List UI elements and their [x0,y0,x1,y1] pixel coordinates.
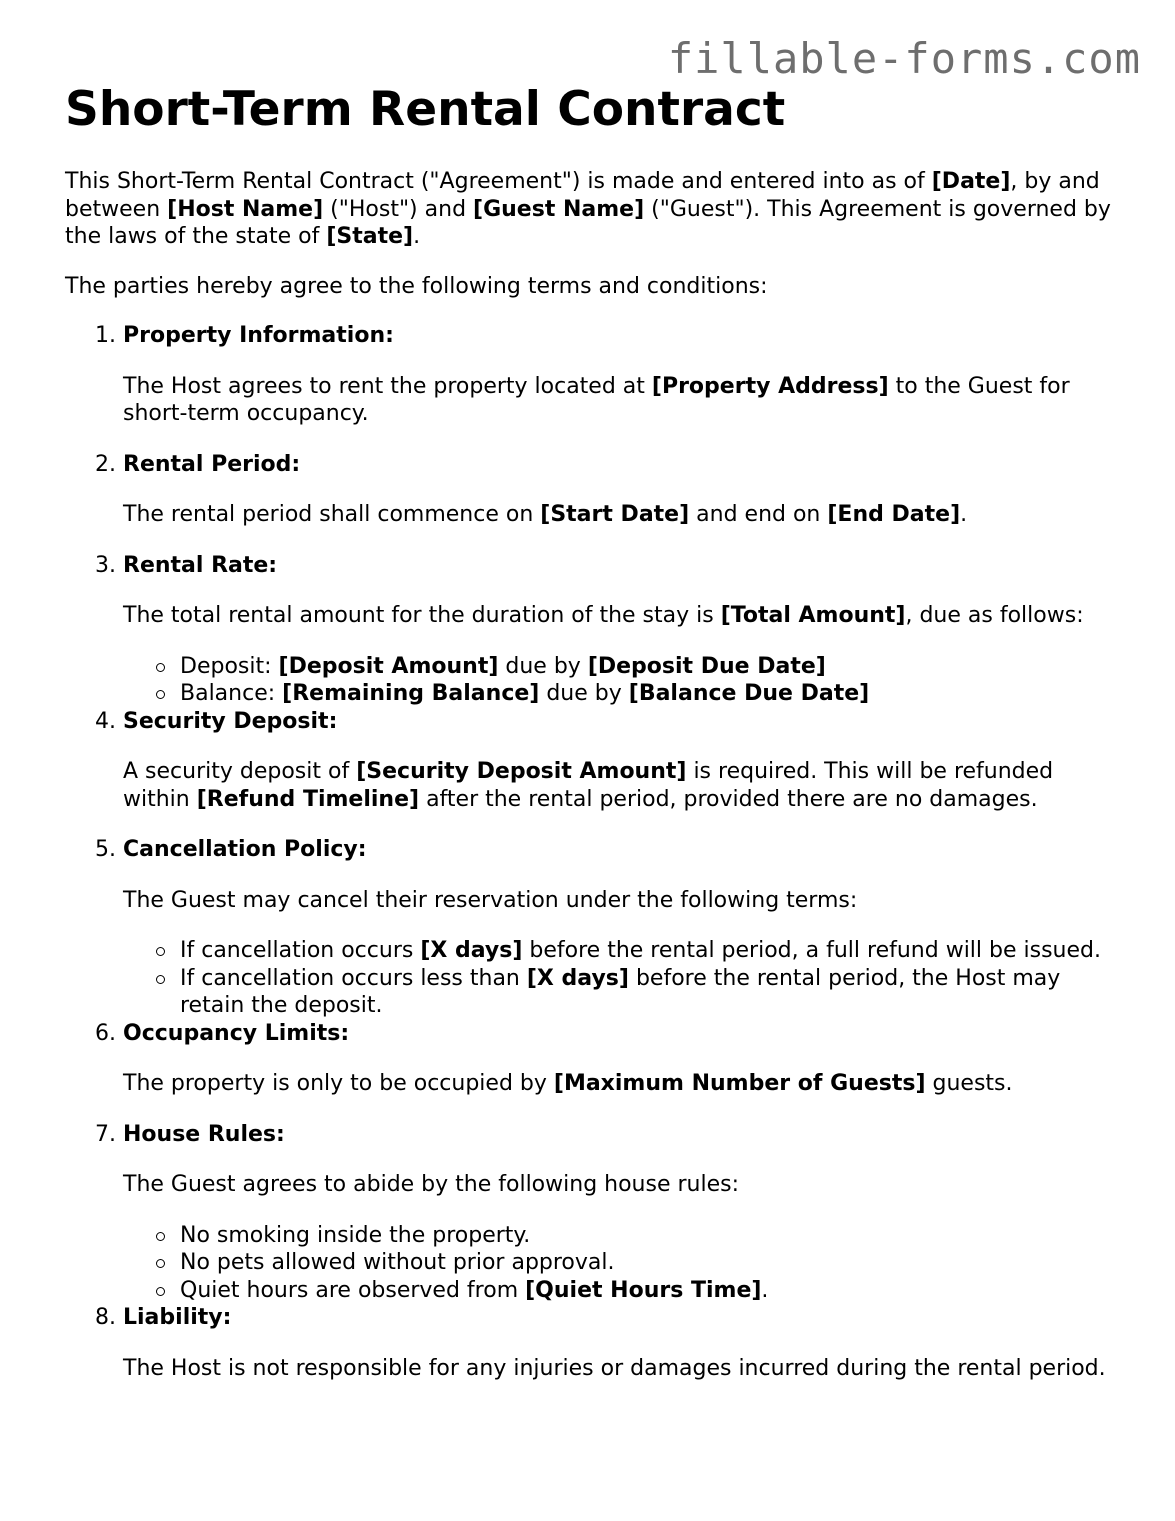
property-address-placeholder: [Property Address] [651,373,889,399]
body-text: , due as follows: [905,603,1084,628]
list-item [180,937,1115,965]
section-body [123,602,1115,630]
section-title: House Rules: [123,1121,285,1147]
deposit-amount-placeholder: [Deposit Amount] [278,653,499,679]
item-text: before the rental period, a full refund will be issued. [522,938,1101,963]
intro-text-1: This Short-Term Rental Contract ("Agreement") is made and entered into as of [65,169,932,194]
list-item: No smoking inside the property. [180,1222,1115,1250]
house-rules-list [123,1222,1115,1305]
quiet-hours-placeholder: [Quiet Hours Time] [525,1277,762,1303]
section-title: Security Deposit: [123,708,338,734]
body-text: and end on [689,502,828,527]
list-item [180,1277,1115,1305]
list-item: No pets allowed without prior approval. [180,1249,1115,1277]
body-text: The property is only to be occupied by [123,1071,554,1096]
item-text: due by [539,681,629,706]
document-title: Short-Term Rental Contract [65,82,786,137]
section-title: Cancellation Policy: [123,837,367,862]
intro-text-3: ("Host") and [323,196,474,222]
max-guests-placeholder: [Maximum Number of Guests] [553,1071,926,1096]
section-property-information [123,322,1115,428]
intro-paragraph [65,168,1115,251]
item-text: before the rental period, the Host may retain the deposit. [180,965,1061,1018]
intro-text-5: . [413,224,421,249]
body-text: The rental period shall commence on [123,502,541,527]
x-days-placeholder: [X days] [420,938,523,963]
section-body [123,1070,1115,1098]
item-text: . [761,1277,769,1303]
body-text: is required. This will be refunded within [123,759,1054,812]
section-house-rules [123,1121,1115,1305]
body-text: A security deposit of [123,759,357,784]
total-amount-placeholder: [Total Amount] [720,603,906,628]
body-text: to the Guest for short-term occupancy. [123,373,1070,426]
section-title: Rental Period: [123,451,301,477]
section-rental-rate [123,552,1115,708]
section-liability [123,1304,1115,1382]
body-text: The total rental amount for the duration of the stay is [123,603,721,628]
section-rental-period [123,451,1115,529]
list-item [180,653,1115,681]
body-text: after the rental period, provided there are no damages. [419,786,1038,812]
body-text: The Host agrees to rent the property located at [123,373,652,399]
balance-due-date-placeholder: [Balance Due Date] [628,681,870,706]
section-cancellation-policy [123,836,1115,1020]
section-title: Occupancy Limits: [123,1020,350,1046]
section-title: Property Information: [123,323,394,348]
section-body: The Host is not responsible for any injuries or damages incurred during the rental period. [123,1355,1106,1381]
item-text: Deposit: [180,653,279,679]
terms-list [65,322,1115,1382]
body-text: guests. [925,1071,1013,1096]
body-text: . [960,502,968,527]
item-text: If cancellation occurs less than [180,965,527,991]
lead-paragraph: The parties hereby agree to the following terms and conditions: [65,273,768,299]
section-body: The Guest may cancel their reservation under the following terms: [123,887,858,913]
intro-text-4: ("Guest"). This Agreement is governed by the laws of the state of [65,196,1111,249]
section-security-deposit [123,708,1115,814]
item-text: If cancellation occurs [180,938,421,963]
date-placeholder: [Date] [931,169,1011,194]
list-item [180,680,1115,708]
section-body [123,501,1115,529]
section-body [123,373,1115,428]
host-name-placeholder: [Host Name] [167,196,324,222]
security-deposit-placeholder: [Security Deposit Amount] [356,759,687,784]
payment-list [123,653,1115,708]
guest-name-placeholder: [Guest Name] [473,196,645,222]
cancellation-terms-list [123,937,1115,1020]
list-item [180,965,1115,1020]
section-title: Rental Rate: [123,552,278,578]
item-text: due by [498,653,588,679]
x-days-placeholder: [X days] [526,965,629,991]
document-page [65,82,1115,1405]
end-date-placeholder: [End Date] [827,502,961,527]
section-occupancy-limits [123,1020,1115,1098]
deposit-due-date-placeholder: [Deposit Due Date] [587,653,826,679]
item-text: Balance: [180,681,283,706]
state-placeholder: [State] [326,224,414,249]
watermark: fillable-forms.com [667,34,1141,83]
start-date-placeholder: [Start Date] [540,502,690,527]
item-text: Quiet hours are observed from [180,1277,526,1303]
refund-timeline-placeholder: [Refund Timeline] [196,786,420,812]
section-body: The Guest agrees to abide by the following house rules: [123,1172,739,1197]
intro-text-2: , by and between [65,169,1100,222]
section-title: Liability: [123,1305,232,1330]
section-body [123,758,1115,813]
remaining-balance-placeholder: [Remaining Balance] [282,681,540,706]
